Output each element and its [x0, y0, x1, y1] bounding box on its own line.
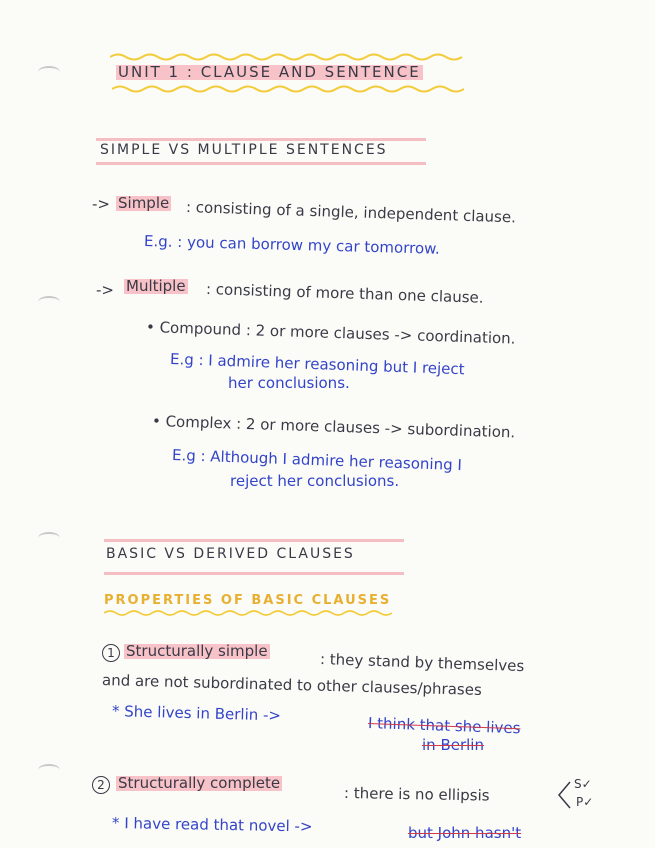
compound-example-1: E.g : I admire her reasoning but I reject: [169, 350, 465, 379]
term-multiple: Multiple: [126, 277, 186, 295]
heading-underline: [104, 539, 404, 542]
term-structurally-simple: Structurally simple: [126, 642, 268, 660]
term-simple: Simple: [118, 194, 170, 212]
section-heading-basic-vs-derived: BASIC VS DERIVED CLAUSES: [106, 546, 355, 562]
brace-top-label: S✓: [574, 777, 592, 791]
title-wavy-top: [110, 52, 465, 62]
punch-hole: [38, 296, 60, 308]
heading-underline: [104, 572, 404, 575]
section-heading-simple-vs-multiple: SIMPLE VS MULTIPLE SENTENCES: [100, 142, 388, 158]
property-1-text: : they stand by themselves: [319, 650, 525, 676]
property-2-text: : there is no ellipsis: [343, 784, 490, 805]
property-1-text-2: and are not subordinated to other clauses/phrases: [101, 671, 483, 699]
property-2-struck: but John hasn't: [408, 824, 522, 842]
subheading-wavy: [104, 608, 394, 618]
arrow: ->: [96, 281, 114, 299]
punch-hole: [38, 66, 60, 78]
heading-underline: [96, 162, 426, 165]
brace-icon: [556, 780, 572, 810]
compound-line: • Compound : 2 or more clauses -> coordination.: [145, 318, 516, 348]
heading-underline: [96, 138, 426, 141]
complex-example-1: E.g : Although I admire her reasoning I: [171, 446, 463, 475]
property-number-1: 1: [102, 644, 120, 662]
page-title: UNIT 1 : CLAUSE AND SENTENCE: [118, 63, 421, 81]
punch-hole: [38, 764, 60, 776]
property-1-example: * She lives in Berlin ->: [111, 702, 282, 725]
punch-hole: [38, 532, 60, 544]
arrow: ->: [92, 195, 110, 213]
multiple-definition: : consisting of more than one clause.: [205, 280, 484, 307]
compound-example-2: her conclusions.: [228, 374, 350, 392]
complex-example-2: reject her conclusions.: [230, 472, 400, 490]
subheading-properties: PROPERTIES OF BASIC CLAUSES: [104, 593, 392, 608]
property-1-struck-2: in Berlin: [422, 736, 484, 754]
brace-bottom-label: P✓: [576, 795, 594, 809]
property-1-struck-1: I think that she lives: [367, 714, 521, 738]
complex-line: • Complex : 2 or more clauses -> subordination.: [151, 412, 516, 442]
term-structurally-complete: Structurally complete: [118, 774, 281, 792]
simple-definition: : consisting of a single, independent clause.: [185, 198, 517, 227]
property-2-example: * I have read that novel ->: [111, 814, 313, 836]
title-wavy-bottom: [112, 84, 464, 94]
simple-example: E.g. : you can borrow my car tomorrow.: [143, 232, 441, 258]
property-number-2: 2: [92, 776, 110, 794]
